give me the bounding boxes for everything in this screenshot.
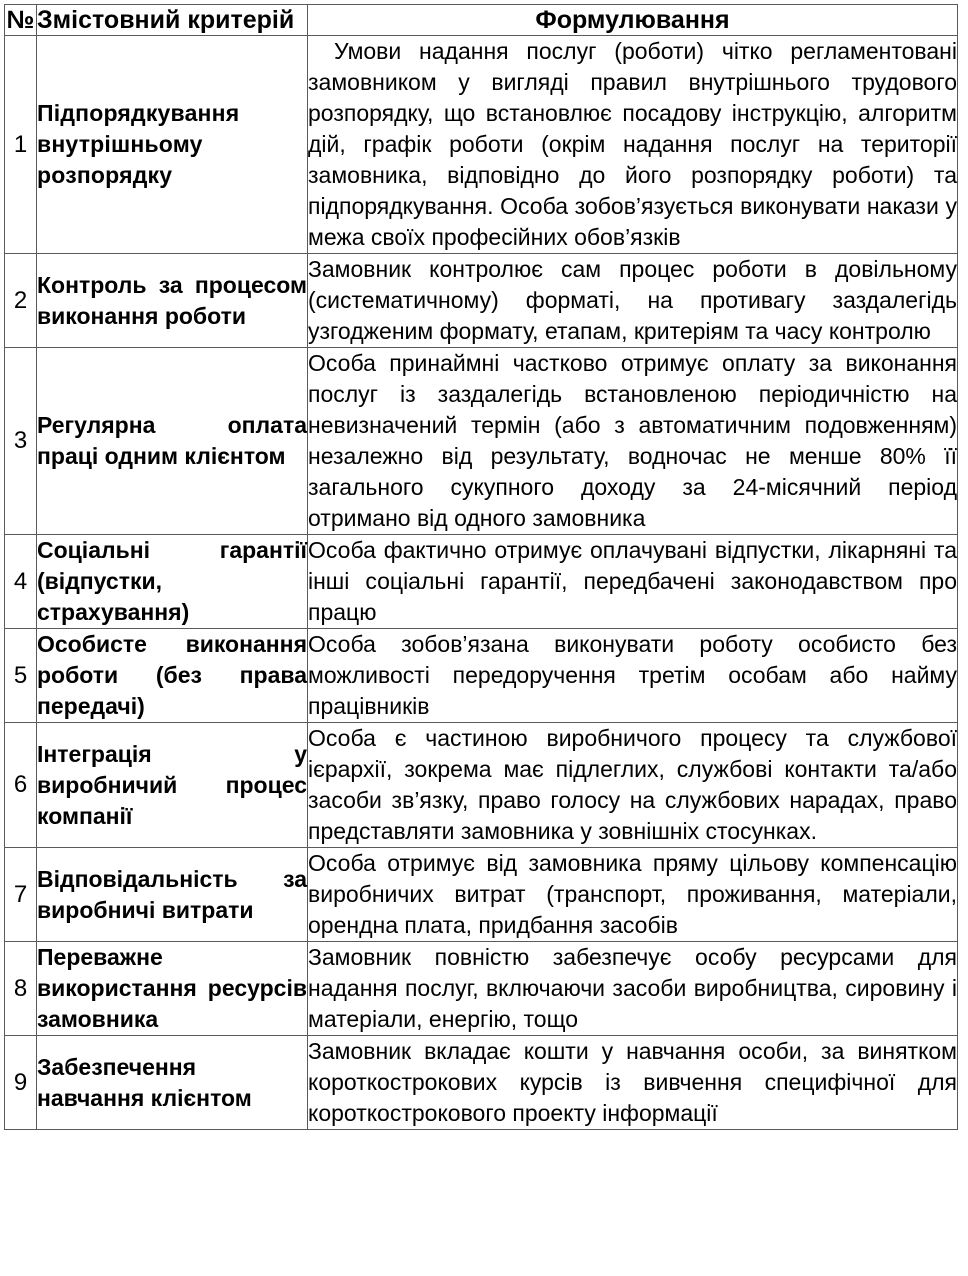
header-number: №	[5, 5, 37, 36]
row-criterion	[37, 254, 308, 348]
criterion-text: Відповідальність за виробничі витрати	[37, 865, 307, 923]
row-number: 3	[5, 348, 37, 535]
table-body	[5, 36, 958, 1130]
row-criterion	[37, 848, 308, 942]
header-row	[5, 5, 958, 36]
row-number: 9	[5, 1036, 37, 1130]
table-row	[5, 254, 958, 348]
row-number: 5	[5, 629, 37, 723]
formulation-text: Особа отримує від замовника пряму цільову компенсацію виробничих витрат (транспорт, проживання, матеріали, орендна плата, придбання засобів	[308, 850, 957, 938]
row-formulation	[308, 254, 958, 348]
row-criterion	[37, 36, 308, 254]
row-number: 1	[5, 36, 37, 254]
criterion-text: Соціальні гарантії (відпустки, страхування)	[37, 537, 307, 625]
criterion-text: Забезпечення навчання клієнтом	[37, 1053, 252, 1111]
criterion-text: Інтеграція у виробничий процес компанії	[37, 740, 307, 829]
row-number: 4	[5, 535, 37, 629]
criterion-text: Регулярна оплата праці одним клієнтом	[37, 412, 307, 469]
row-number: 6	[5, 723, 37, 848]
criterion-text: Особисте виконання роботи (без права передачі)	[37, 631, 307, 719]
table-row	[5, 36, 958, 254]
row-number: 2	[5, 254, 37, 348]
row-criterion	[37, 942, 308, 1036]
row-formulation	[308, 1036, 958, 1130]
formulation-text: Замовник контролює сам процес роботи в довільному (систематичному) форматі, на противагу заздалегідь узгодженим формату, етапам, критеріям та часу контролю	[308, 256, 957, 344]
criterion-text: Переважне використання ресурсів замовника	[37, 944, 307, 1032]
formulation-body: Умови надання послуг (роботи) чітко регламентовані замовником у вигляді правил внутрішнього трудового розпорядку, що встановлює посадову інструкцію, алгоритм дій, графік роботи (окрім надання послуг на території замовника, відповідно до його розпорядку роботи) та підпорядкування. Особа зобов’язується виконувати накази у межа своїх професійних обов’язків	[308, 38, 957, 250]
criterion-text: Контроль за процесом виконання роботи	[37, 271, 307, 329]
formulation-text: Замовник повністю забезпечує особу ресурсами для надання послуг, включаючи засоби виробництва, сировину і матеріали, енергію, тощо	[308, 944, 957, 1032]
row-criterion	[37, 348, 308, 535]
table-row	[5, 848, 958, 942]
row-criterion	[37, 723, 308, 848]
row-number: 8	[5, 942, 37, 1036]
row-formulation	[308, 348, 958, 535]
formulation-text: Замовник вкладає кошти у навчання особи, за винятком короткострокових курсів із вивчення специфічної для короткострокового проекту інформації	[308, 1038, 957, 1126]
header-criterion: Змістовний критерій	[37, 5, 308, 36]
row-formulation	[308, 848, 958, 942]
table-row	[5, 535, 958, 629]
row-formulation	[308, 723, 958, 848]
table-row	[5, 348, 958, 535]
row-number: 7	[5, 848, 37, 942]
formulation-text	[308, 36, 957, 253]
row-criterion	[37, 535, 308, 629]
row-formulation	[308, 629, 958, 723]
row-criterion	[37, 629, 308, 723]
header-formulation: Формулювання	[308, 5, 958, 36]
criteria-table	[4, 4, 958, 1130]
row-formulation	[308, 535, 958, 629]
formulation-text: Особа зобов’язана виконувати роботу особисто без можливості передоручення третім особам або найму працівників	[308, 631, 957, 719]
row-formulation	[308, 36, 958, 254]
table-row	[5, 723, 958, 848]
table-row	[5, 1036, 958, 1130]
criterion-text: Підпорядкування внутрішньому розпорядку	[37, 100, 240, 188]
formulation-text: Особа принаймні частково отримує оплату за виконання послуг із заздалегідь встановленою періодичністю на невизначений термін (або з автоматичним подовженням) незалежно від результату, водночас не менше 80% її загального сукупного доходу за 24-місячний період отримано від одного замовника	[308, 350, 957, 531]
table-row	[5, 629, 958, 723]
row-criterion	[37, 1036, 308, 1130]
formulation-text: Особа є частиною виробничого процесу та службової ієрархії, зокрема має підлеглих, службові контакти та/або засоби зв’язку, право голосу на службових нарадах, право представляти замовника у зовнішніх стосунках.	[308, 725, 957, 844]
formulation-text: Особа фактично отримує оплачувані відпустки, лікарняні та інші соціальні гарантії, передбачені законодавством про працю	[308, 537, 957, 625]
row-formulation	[308, 942, 958, 1036]
table-header	[5, 5, 958, 36]
table-row	[5, 942, 958, 1036]
